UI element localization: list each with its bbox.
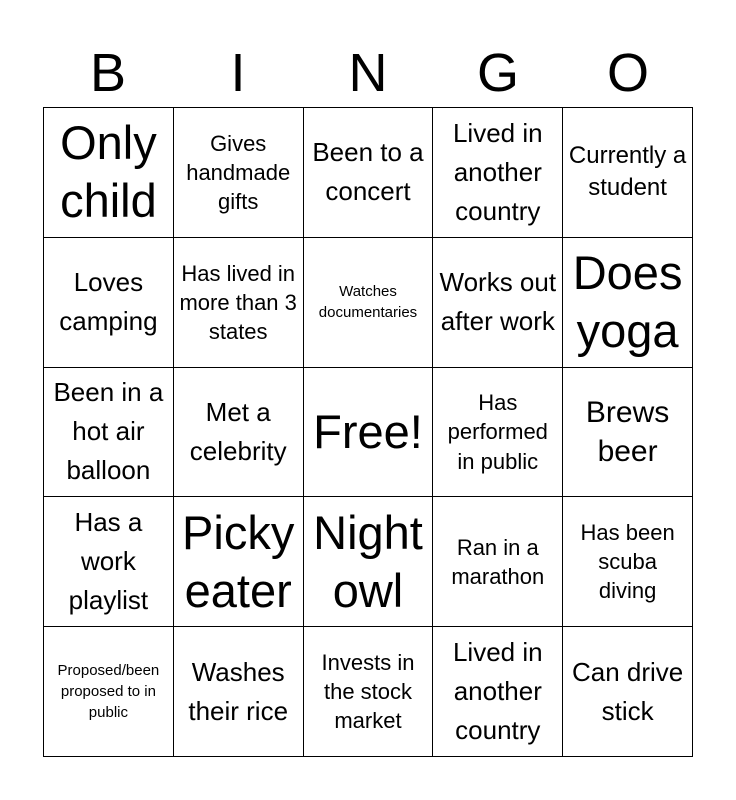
bingo-cell-text: Been in a hot air balloon xyxy=(53,377,164,486)
bingo-cell-text: Washes their rice xyxy=(188,656,289,726)
bingo-cell-text: Watches documentaries xyxy=(318,283,418,322)
bingo-cell-text: Works out after work xyxy=(439,267,557,337)
bingo-cell-text: Met a celebrity xyxy=(189,396,287,466)
bingo-cell-text: Gives handmade gifts xyxy=(186,130,291,214)
bingo-cell[interactable] xyxy=(433,368,563,498)
bingo-cell[interactable] xyxy=(174,497,304,627)
bingo-cell[interactable] xyxy=(433,108,563,238)
bingo-cell[interactable] xyxy=(433,497,563,627)
bingo-cell-text: Invests in the stock market xyxy=(321,650,415,734)
bingo-cell[interactable] xyxy=(563,368,693,498)
free-space-cell[interactable] xyxy=(304,368,434,498)
bingo-cell[interactable] xyxy=(44,238,174,368)
bingo-cell-text: Ran in a marathon xyxy=(451,534,545,589)
bingo-cell-text: Loves camping xyxy=(59,267,158,337)
bingo-cell[interactable] xyxy=(174,238,304,368)
bingo-cell[interactable] xyxy=(304,108,434,238)
bingo-cell-text: Lived in another country xyxy=(452,637,543,746)
bingo-cell-text: Night owl xyxy=(313,505,423,617)
bingo-cell[interactable] xyxy=(563,497,693,627)
header-letter-n: N xyxy=(348,43,388,103)
header-letter-g: G xyxy=(476,43,519,103)
bingo-cell[interactable] xyxy=(174,627,304,757)
bingo-cell-text: Only child xyxy=(60,116,157,228)
bingo-cell[interactable] xyxy=(44,497,174,627)
bingo-cell-text: Lived in another country xyxy=(452,117,543,226)
bingo-cell[interactable] xyxy=(433,238,563,368)
header-letter-o: O xyxy=(606,43,649,103)
bingo-cell[interactable] xyxy=(304,238,434,368)
bingo-header xyxy=(43,40,693,106)
bingo-board xyxy=(43,107,693,757)
bingo-cell[interactable] xyxy=(563,108,693,238)
bingo-cell[interactable] xyxy=(563,627,693,757)
bingo-cell[interactable] xyxy=(44,108,174,238)
header-letter-i: I xyxy=(230,43,246,103)
bingo-cell-text: Has lived in more than 3 states xyxy=(179,260,297,344)
bingo-cell-text: Has been scuba diving xyxy=(580,520,675,604)
bingo-cell-text: Brews beer xyxy=(585,395,670,468)
bingo-cell[interactable] xyxy=(174,108,304,238)
bingo-cell[interactable] xyxy=(174,368,304,498)
bingo-cell-text: Currently a student xyxy=(568,142,687,202)
bingo-cell[interactable] xyxy=(44,627,174,757)
bingo-cell-text: Picky eater xyxy=(182,505,295,617)
bingo-cell-text: Can drive stick xyxy=(571,656,684,726)
bingo-cell[interactable] xyxy=(304,497,434,627)
bingo-cell-text: Been to a concert xyxy=(312,137,424,207)
bingo-cell[interactable] xyxy=(563,238,693,368)
bingo-cell[interactable] xyxy=(304,627,434,757)
bingo-cell-text: Has a work playlist xyxy=(68,507,149,616)
bingo-cell[interactable] xyxy=(44,368,174,498)
header-letter-b: B xyxy=(89,43,127,103)
bingo-cell-text: Proposed/been proposed to in public xyxy=(57,662,160,722)
bingo-cell-text: Free! xyxy=(313,405,423,459)
bingo-cell-text: Does yoga xyxy=(572,245,683,358)
bingo-cell[interactable] xyxy=(433,627,563,757)
bingo-cell-text: Has performed in public xyxy=(447,390,548,474)
